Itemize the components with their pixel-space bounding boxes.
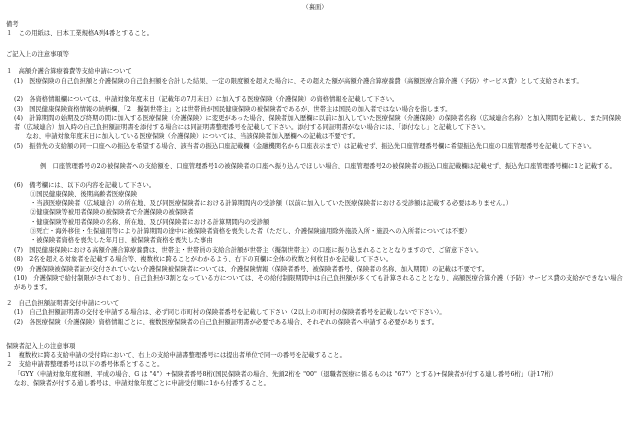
- note-1-2: (2) 各資格情報欄については、申請対象年度末日（記載年の7月末日）に加入する医療保険（介護保険）の資格情報を記載して下さい。: [14, 96, 399, 103]
- page-side-label: （裏面）: [302, 4, 328, 11]
- insurer-notes-heading: 保険者記入上の注意事項: [6, 343, 76, 350]
- note-1-7: (7) 国民健康保険における高額介護合算療養費は、世帯主・世帯員の支給合計額が世帯主（擬制世帯主）の口座に振り込まれることとなりますので、ご留意下さい。: [14, 247, 483, 254]
- note-1-6-case-3-detail: ・被保険者資格を喪失した年月日、被保険者資格を喪失した事由: [30, 237, 213, 244]
- note-1-6-case-3: ③死亡・海外移住・生保適用等により計算期間の途中に被保険者資格を喪失した者（ただし、介護保険適用除外施設入所・施設への入所者については不要）: [30, 228, 471, 235]
- note-1-5-example: 例 口座管理番号の2の被保険者への支給額を、口座管理番号1の被保険者の口座へ振り込んでほしい場合、口座管理番号2の被保険者の振込口座記載欄は記載せず、振込先口座管理番号欄に1と記載する。: [40, 163, 616, 170]
- note-2-1: (1) 自己負担額証明書の交付を申請する場合は、必ず同じ市町村の保険者番号を記載して下さい（2以上の市町村の保険者番号を記載しないで下さい）。: [14, 309, 446, 316]
- section-2-title: ２ 自己負担額証明書交付申請について: [6, 300, 120, 307]
- note-1-6-case-2-detail: ・健康保険等被用者保険の名称、所在地、及び同保険者における計算期間内の受診額: [30, 219, 270, 226]
- insurer-note-1: １ 複数枚に跨る支給申請の受付時において、右上の支給申請書整理番号には提出者単位で同一の番号を記載すること。: [6, 352, 346, 359]
- insurer-note-2: ２ 支給申請書整理番号は以下の番号体系とすること。: [6, 361, 164, 368]
- note-1-1: (1) 医療保険の自己負担額と介護保険の自己負担額を合計した結果、一定の限度額を超えた場合に、その超えた額が高額介護合算療養費（高額医療合算介護（予防）サービス費）として支給されます。: [14, 78, 583, 85]
- note-1-8: (8) 2名を超える対象者を記載する場合等、複数枚に跨ることがわかるよう、右下の頁欄に全体の枚数と何枚目かを記載して下さい。: [14, 256, 393, 263]
- note-1-10: (10) 介護保険で給付制限がされており、自己負担が3割となっている方については、その給付制限期間中は自己負担額が多くても計算されることとなり、高額医療合算介護（予防）サービス費の支給ができない場合があります。: [14, 275, 623, 291]
- note-1-9: (9) 介護保険被保険者証が交付されていない介護保険被保険者については、介護保険情報（保険者番号、被保険者番号、保険者の名称、加入期間）の記載は不要です。: [14, 266, 489, 273]
- note-1-6-case-1: ①国民健康保険、後期高齢者医療保険: [30, 191, 138, 198]
- insurer-note-2-addendum: なお、保険者が付する通し番号は、申請対象年度ごとに申請受付順に1から付番すること。: [14, 380, 270, 387]
- note-1-3: (3) 国民健康保険資格情報の続柄欄、「2 擬制世帯主」とは世帯員が国民健康保険の被保険者であるが、世帯主は国民の加入者ではない場合を指します。: [14, 106, 452, 113]
- note-2-2: (2) 各医療保険（介護保険）資格情報ごとに、複数医療保険者の自己負担額証明書が必要である場合、それぞれの保険者へ申請する必要があります。: [14, 319, 439, 326]
- remarks-item-1: １ この用紙は、日本工業規格A列4番とすること。: [6, 30, 154, 37]
- notes-heading: ご記入上の注意事項等: [6, 51, 69, 58]
- note-1-5: (5) 振替先の支給額の同一口座への振込を希望する場合、該当者の振込口座記載欄（金融機関名から口座表示まで）は記載せず、振込先口座管理番号欄に希望振込先口座の口座管理番号を記載して下さい。: [14, 143, 596, 150]
- note-1-6: (6) 備考欄には、以下の内容を記載して下さい。: [14, 182, 156, 189]
- note-1-6-case-2: ②健康保険等被用者保険の被保険者で介護保険の被保険者: [30, 209, 194, 216]
- section-1-title: １ 高額介護合算療養費等支給申請について: [6, 68, 132, 75]
- note-1-6-case-1-detail: ・当該医療保険者（広域連合）の所在地、及び同医療保険者における計算期間内の受診額（以前に加入していた医療保険者における受診額は記載する必要はありません。）: [30, 200, 513, 207]
- insurer-note-2-format: 「GYY（申請対象年度和暦、平成の場合、G は "4"）+保険者番号8桁(国民保険者の場合、先頭2桁を "00"（退職者医療に係るものは "67"）とする)+保険者が付する連し番号6桁」（計17桁）: [14, 371, 558, 378]
- note-1-4-addendum: なお、申請対象年度末日に加入している医療保険（介護保険）については、当該保険者加入歴欄への記載は不要です。: [26, 133, 360, 140]
- note-1-4: (4) 計算期間の始期及び終期の間に加入する医療保険（介護保険）に変更があった場合、保険者加入歴欄に以前に加入していた医療保険（介護保険）の保険者名称（広域連合名称）と加入期間を記載し、また同保険者（広域連合）加入時の自己負担額証明書を添付する場合には同証明書整理番号を記載して下さい。添付する同証明書がない場合には、「添付なし」と記載して下さい。: [14, 115, 622, 131]
- remarks-heading: 備考: [6, 21, 19, 28]
